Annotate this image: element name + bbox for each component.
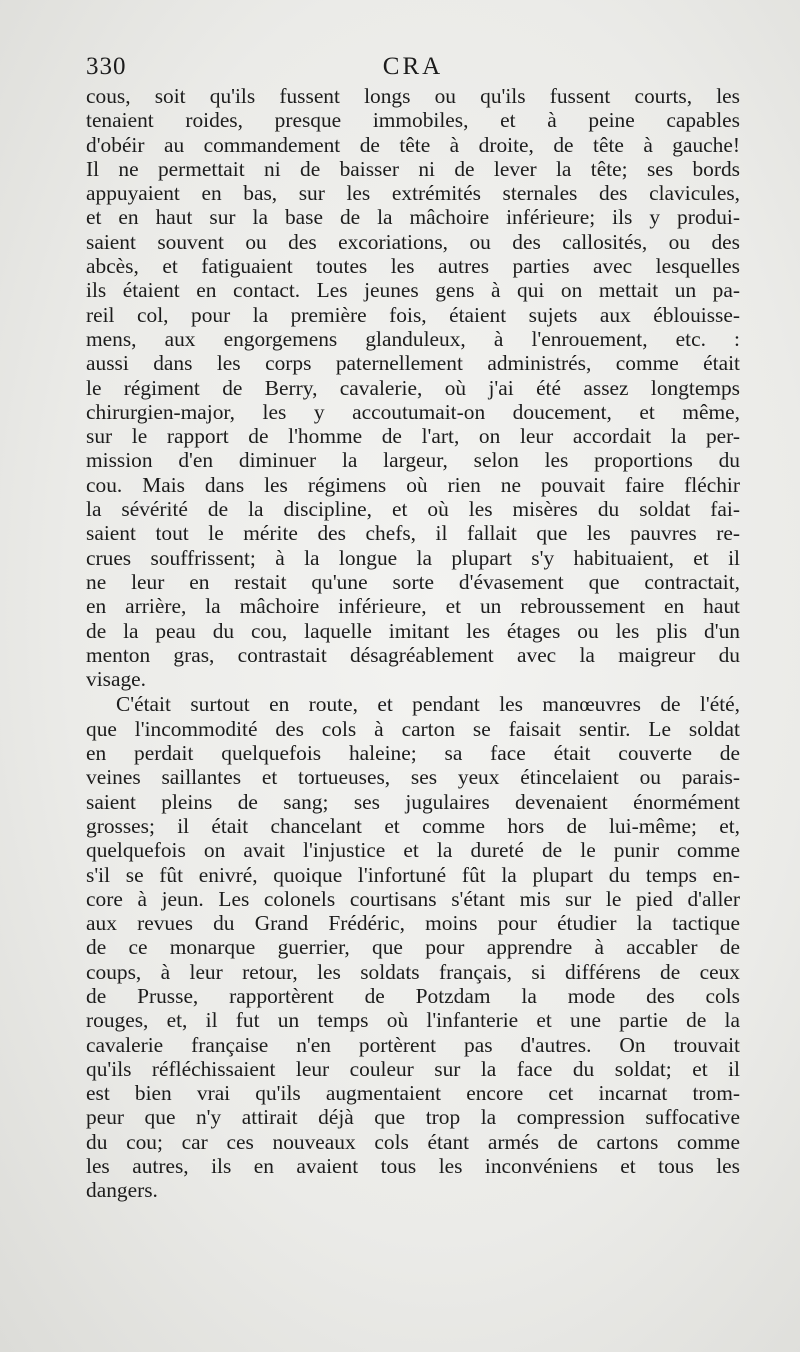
text-line: le régiment de Berry, cavalerie, où j'ai été assez longtemps	[86, 375, 740, 400]
text-line: reil col, pour la première fois, étaient sujets aux éblouisse-	[86, 302, 740, 327]
text-line: aux revues du Grand Frédéric, moins pour étudier la tactique	[86, 911, 740, 936]
text-line: grosses; il était chancelant et comme hors de lui-même; et,	[86, 813, 740, 838]
text-line: visage.	[86, 667, 146, 692]
text-line: de la peau du cou, laquelle imitant les étages ou les plis d'un	[86, 618, 740, 643]
text-line: C'était surtout en route, et pendant les manœuvres de l'été,	[116, 692, 740, 717]
text-line: saient tout le mérite des chefs, il fallait que les pauvres re-	[86, 521, 740, 546]
text-line: en perdait quelquefois haleine; sa face était couverte de	[86, 741, 740, 766]
text-line: rouges, et, il fut un temps où l'infanterie et une partie de la	[86, 1008, 740, 1033]
text-line: de ce monarque guerrier, que pour apprendre à accabler de	[86, 935, 740, 960]
text-line: du cou; car ces nouveaux cols étant armés de cartons comme	[86, 1129, 740, 1154]
text-line: cou. Mais dans les régimens où rien ne pouvait faire fléchir	[86, 472, 740, 497]
text-line: chirurgien-major, les y accoutumait-on doucement, et même,	[86, 399, 740, 424]
text-line: crues souffrissent; à la longue la plupart s'y habituaient, et il	[86, 545, 740, 570]
page-number: 330	[86, 53, 127, 80]
running-head: CRA	[382, 53, 444, 80]
text-line: menton gras, contrastait désagréablement avec la maigreur du	[86, 642, 740, 667]
text-line: sur le rapport de l'homme de l'art, on leur accordait la per-	[86, 424, 740, 449]
paragraph	[86, 692, 740, 1202]
text-line: peur que n'y attirait déjà que trop la compression suffocative	[86, 1105, 740, 1130]
text-line: quelquefois on avait l'injustice et la dureté de le punir comme	[86, 838, 740, 863]
text-line: saient souvent ou des excoriations, ou des callosités, ou des	[86, 229, 740, 254]
text-line: cous, soit qu'ils fussent longs ou qu'ils fussent courts, les	[86, 84, 740, 108]
paragraph	[86, 84, 740, 691]
text-line: veines saillantes et tortueuses, ses yeux étincelaient ou parais-	[86, 765, 740, 790]
text-line: appuyaient en bas, sur les extrémités sternales des clavicules,	[86, 181, 740, 206]
text-line: aussi dans les corps paternellement administrés, comme était	[86, 351, 740, 376]
text-line: de Prusse, rapportèrent de Potzdam la mode des cols	[86, 983, 740, 1008]
text-line: la sévérité de la discipline, et où les misères du soldat fai-	[86, 497, 740, 522]
text-line: est bien vrai qu'ils augmentaient encore cet incarnat trom-	[86, 1081, 740, 1106]
page-header	[86, 50, 740, 84]
text-line: mission d'en diminuer la largeur, selon les proportions du	[86, 448, 740, 473]
text-line: Il ne permettait ni de baisser ni de lever la tête; ses bords	[86, 156, 740, 181]
text-line: et en haut sur la base de la mâchoire inférieure; ils y produi-	[86, 205, 740, 230]
text-line: saient pleins de sang; ses jugulaires devenaient énormément	[86, 789, 740, 814]
text-line: tenaient roides, presque immobiles, et à peine capables	[86, 108, 740, 133]
text-line: qu'ils réfléchissaient leur couleur sur la face du soldat; et il	[86, 1056, 740, 1081]
text-line: core à jeun. Les colonels courtisans s'étant mis sur le pied d'aller	[86, 886, 740, 911]
paragraphs	[86, 84, 740, 1203]
text-line: d'obéir au commandement de tête à droite, de tête à gauche!	[86, 132, 740, 157]
text-line: en arrière, la mâchoire inférieure, et un rebroussement en haut	[86, 594, 740, 619]
text-line: abcès, et fatiguaient toutes les autres parties avec lesquelles	[86, 254, 740, 279]
text-line: coups, à leur retour, les soldats français, si différens de ceux	[86, 959, 740, 984]
text-line: ne leur en restait qu'une sorte d'évasement que contractait,	[86, 569, 740, 594]
text-line: dangers.	[86, 1178, 158, 1203]
text-line: mens, aux engorgemens glanduleux, à l'enrouement, etc. :	[86, 326, 740, 351]
text-line: cavalerie française n'en portèrent pas d'autres. On trouvait	[86, 1032, 740, 1057]
text-line: les autres, ils en avaient tous les inconvéniens et tous les	[86, 1154, 740, 1179]
text-line: s'il se fût enivré, quoique l'infortuné fût la plupart du temps en-	[86, 862, 740, 887]
body-text	[86, 84, 740, 1203]
text-line: ils étaient en contact. Les jeunes gens à qui on mettait un pa-	[86, 278, 740, 303]
text-line: que l'incommodité des cols à carton se faisait sentir. Le soldat	[86, 716, 740, 741]
